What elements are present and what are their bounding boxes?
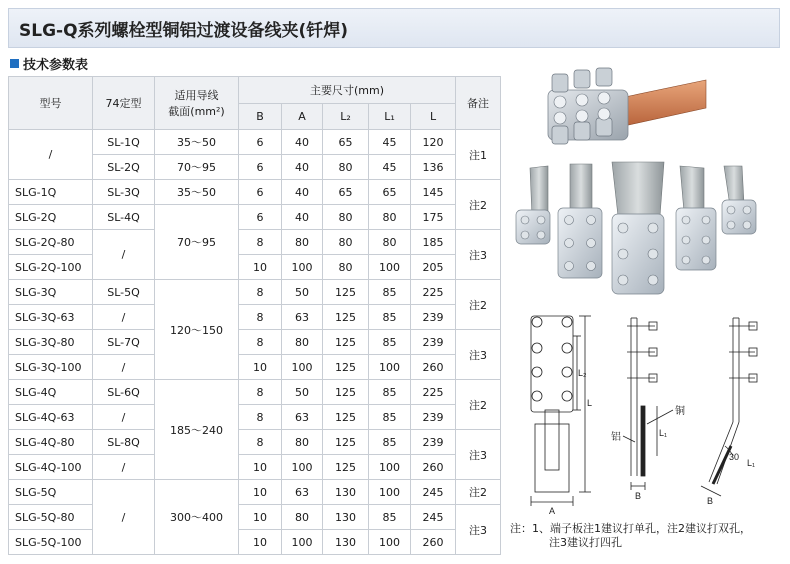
header-l1: L₁ — [369, 104, 411, 130]
header-a: A — [282, 104, 323, 130]
cell-a: 80 — [282, 505, 323, 530]
cell-l2: 125 — [323, 430, 369, 455]
cell-type74: / — [93, 230, 155, 280]
cell-l: 245 — [411, 505, 456, 530]
header-notes: 备注 — [456, 77, 501, 130]
cell-l: 260 — [411, 355, 456, 380]
cell-l2: 125 — [323, 330, 369, 355]
table-row — [9, 180, 501, 205]
cell-b: 8 — [239, 405, 282, 430]
cell-section: 35～50 — [155, 130, 239, 155]
cell-l2: 65 — [323, 130, 369, 155]
cell-type74: SL-7Q — [93, 330, 155, 355]
table-row — [9, 230, 501, 255]
cell-a: 40 — [282, 205, 323, 230]
cell-l: 225 — [411, 280, 456, 305]
cell-l2: 65 — [323, 180, 369, 205]
cell-l1: 85 — [369, 280, 411, 305]
table-row — [9, 330, 501, 355]
header-b: B — [239, 104, 282, 130]
cell-model: SLG-4Q-80 — [9, 430, 93, 455]
cell-l2: 130 — [323, 505, 369, 530]
cell-b: 10 — [239, 455, 282, 480]
cell-l: 239 — [411, 430, 456, 455]
cell-l1: 80 — [369, 230, 411, 255]
cell-b: 6 — [239, 130, 282, 155]
cell-section: 70～95 — [155, 155, 239, 180]
cell-l1: 45 — [369, 130, 411, 155]
cell-remark: 注3 — [456, 230, 501, 280]
label-b-angled: B — [707, 496, 714, 506]
cell-b: 10 — [239, 255, 282, 280]
cell-b: 10 — [239, 530, 282, 555]
footnote-line2: 注3建议打四孔 — [549, 536, 622, 549]
cell-a: 50 — [282, 280, 323, 305]
cell-model: SLG-2Q-100 — [9, 255, 93, 280]
table-row — [9, 480, 501, 505]
header-type74: 74定型 — [93, 77, 155, 130]
cell-l2: 80 — [323, 205, 369, 230]
cell-l: 225 — [411, 380, 456, 405]
cell-l1: 100 — [369, 480, 411, 505]
cell-model: SLG-4Q — [9, 380, 93, 405]
table-row — [9, 405, 501, 430]
cell-l2: 80 — [323, 230, 369, 255]
cell-a: 40 — [282, 180, 323, 205]
table-row — [9, 355, 501, 380]
cell-remark: 注3 — [456, 330, 501, 380]
cell-a: 80 — [282, 330, 323, 355]
cell-type74: SL-8Q — [93, 430, 155, 455]
table-row — [9, 430, 501, 455]
cell-a: 80 — [282, 230, 323, 255]
cell-remark: 注2 — [456, 380, 501, 430]
label-copper: 铜 — [675, 406, 685, 417]
cell-l1: 100 — [369, 530, 411, 555]
cell-b: 10 — [239, 355, 282, 380]
section-heading — [10, 54, 88, 72]
cell-a: 63 — [282, 405, 323, 430]
cell-l1: 85 — [369, 505, 411, 530]
cell-section: 35～50 — [155, 180, 239, 205]
cell-l2: 130 — [323, 480, 369, 505]
cell-l1: 100 — [369, 255, 411, 280]
cell-remark: 注2 — [456, 480, 501, 505]
cell-a: 63 — [282, 305, 323, 330]
cell-a: 40 — [282, 130, 323, 155]
cell-l: 245 — [411, 480, 456, 505]
cell-type74: SL-5Q — [93, 280, 155, 305]
cell-remark: 注1 — [456, 130, 501, 180]
front-view-drawing — [531, 316, 591, 506]
cell-l: 120 — [411, 130, 456, 155]
cell-l: 185 — [411, 230, 456, 255]
cell-l: 260 — [411, 455, 456, 480]
cell-l1: 65 — [369, 180, 411, 205]
product-photo-single — [528, 60, 708, 160]
cell-b: 8 — [239, 230, 282, 255]
label-l1-angled: L₁ — [747, 458, 756, 468]
side-view-drawing — [627, 318, 657, 490]
cell-l1: 85 — [369, 430, 411, 455]
cell-a: 100 — [282, 255, 323, 280]
product-photo-group — [508, 160, 780, 300]
cell-model: SLG-5Q — [9, 480, 93, 505]
label-angle: 30 — [729, 452, 740, 462]
header-conductor-line1: 适用导线 — [174, 89, 219, 102]
cell-l1: 100 — [369, 455, 411, 480]
cell-l1: 85 — [369, 330, 411, 355]
cell-type74: / — [93, 305, 155, 330]
spec-table — [8, 76, 501, 555]
cell-l2: 125 — [323, 280, 369, 305]
label-b-side: B — [635, 491, 642, 501]
cell-type74: SL-3Q — [93, 180, 155, 205]
cell-remark: 注3 — [456, 430, 501, 480]
page-title: SLG-Q系列螺栓型铜铝过渡设备线夹(钎焊) — [8, 8, 780, 48]
label-l2: L₂ — [578, 368, 587, 378]
cell-type74: SL-4Q — [93, 205, 155, 230]
cell-l2: 125 — [323, 305, 369, 330]
cell-type74: SL-1Q — [93, 130, 155, 155]
table-row — [9, 380, 501, 405]
cell-model: SLG-4Q-63 — [9, 405, 93, 430]
cell-section: 120～150 — [155, 280, 239, 380]
cell-remark: 注2 — [456, 180, 501, 230]
cell-b: 8 — [239, 430, 282, 455]
cell-model: SLG-4Q-100 — [9, 455, 93, 480]
cell-section: 70～95 — [155, 205, 239, 280]
cell-type74: / — [93, 455, 155, 480]
section-square-icon — [10, 59, 19, 68]
cell-a: 80 — [282, 430, 323, 455]
cell-l2: 125 — [323, 380, 369, 405]
cell-l2: 125 — [323, 405, 369, 430]
cell-l1: 85 — [369, 380, 411, 405]
header-dims: 主要尺寸(mm) — [239, 77, 456, 104]
table-row — [9, 305, 501, 330]
cell-model: SLG-3Q-63 — [9, 305, 93, 330]
table-row — [9, 280, 501, 305]
cell-model: SLG-2Q — [9, 205, 93, 230]
cell-l1: 80 — [369, 205, 411, 230]
cell-section: 300～400 — [155, 480, 239, 555]
cell-type74: SL-6Q — [93, 380, 155, 405]
footnote — [510, 522, 788, 550]
cell-b: 8 — [239, 330, 282, 355]
header-l2: L₂ — [323, 104, 369, 130]
cell-l: 239 — [411, 330, 456, 355]
cell-a: 100 — [282, 355, 323, 380]
cell-a: 100 — [282, 455, 323, 480]
cell-a: 50 — [282, 380, 323, 405]
table-row — [9, 130, 501, 155]
cell-b: 8 — [239, 280, 282, 305]
cell-l1: 85 — [369, 305, 411, 330]
label-a: A — [549, 506, 556, 516]
cell-b: 8 — [239, 380, 282, 405]
cell-l: 136 — [411, 155, 456, 180]
cell-l2: 80 — [323, 155, 369, 180]
cell-l: 175 — [411, 205, 456, 230]
cell-a: 63 — [282, 480, 323, 505]
cell-model: SLG-3Q-100 — [9, 355, 93, 380]
cell-b: 8 — [239, 305, 282, 330]
angled-view-drawing — [701, 318, 757, 496]
section-heading-label: 技术参数表 — [23, 57, 89, 73]
cell-b: 6 — [239, 180, 282, 205]
cell-l1: 85 — [369, 405, 411, 430]
cell-a: 40 — [282, 155, 323, 180]
cell-remark: 注2 — [456, 280, 501, 330]
cell-l: 260 — [411, 530, 456, 555]
table-row — [9, 255, 501, 280]
cell-l1: 45 — [369, 155, 411, 180]
cell-section: 185～240 — [155, 380, 239, 480]
table-row — [9, 205, 501, 230]
cell-l: 239 — [411, 305, 456, 330]
cell-model: / — [9, 130, 93, 180]
cell-b: 6 — [239, 155, 282, 180]
table-row — [9, 455, 501, 480]
cell-model: SLG-2Q-80 — [9, 230, 93, 255]
cell-l: 145 — [411, 180, 456, 205]
label-l: L — [587, 398, 593, 408]
header-conductor-line2: 截面(mm²) — [168, 105, 225, 118]
header-l: L — [411, 104, 456, 130]
footnote-line1: 注：1、端子板注1建议打单孔，注2建议打双孔， — [510, 522, 751, 535]
cell-model: SLG-5Q-100 — [9, 530, 93, 555]
cell-type74: / — [93, 405, 155, 430]
header-model: 型号 — [9, 77, 93, 130]
cell-b: 6 — [239, 205, 282, 230]
cell-a: 100 — [282, 530, 323, 555]
cell-b: 10 — [239, 505, 282, 530]
cell-l: 205 — [411, 255, 456, 280]
technical-drawings — [505, 306, 785, 516]
cell-l2: 125 — [323, 355, 369, 380]
header-conductor — [155, 77, 239, 130]
cell-l1: 100 — [369, 355, 411, 380]
cell-l2: 125 — [323, 455, 369, 480]
table-row — [9, 505, 501, 530]
cell-model: SLG-3Q-80 — [9, 330, 93, 355]
cell-model: SLG-3Q — [9, 280, 93, 305]
cell-type74: / — [93, 355, 155, 380]
cell-l: 239 — [411, 405, 456, 430]
label-aluminum: 铝 — [611, 432, 621, 443]
label-l1-side: L₁ — [659, 428, 668, 438]
cell-b: 10 — [239, 480, 282, 505]
cell-l2: 130 — [323, 530, 369, 555]
cell-l2: 80 — [323, 255, 369, 280]
cell-remark: 注3 — [456, 505, 501, 555]
cell-model: SLG-1Q — [9, 180, 93, 205]
cell-type74: SL-2Q — [93, 155, 155, 180]
cell-model: SLG-5Q-80 — [9, 505, 93, 530]
cell-type74: / — [93, 480, 155, 555]
table-row — [9, 530, 501, 555]
